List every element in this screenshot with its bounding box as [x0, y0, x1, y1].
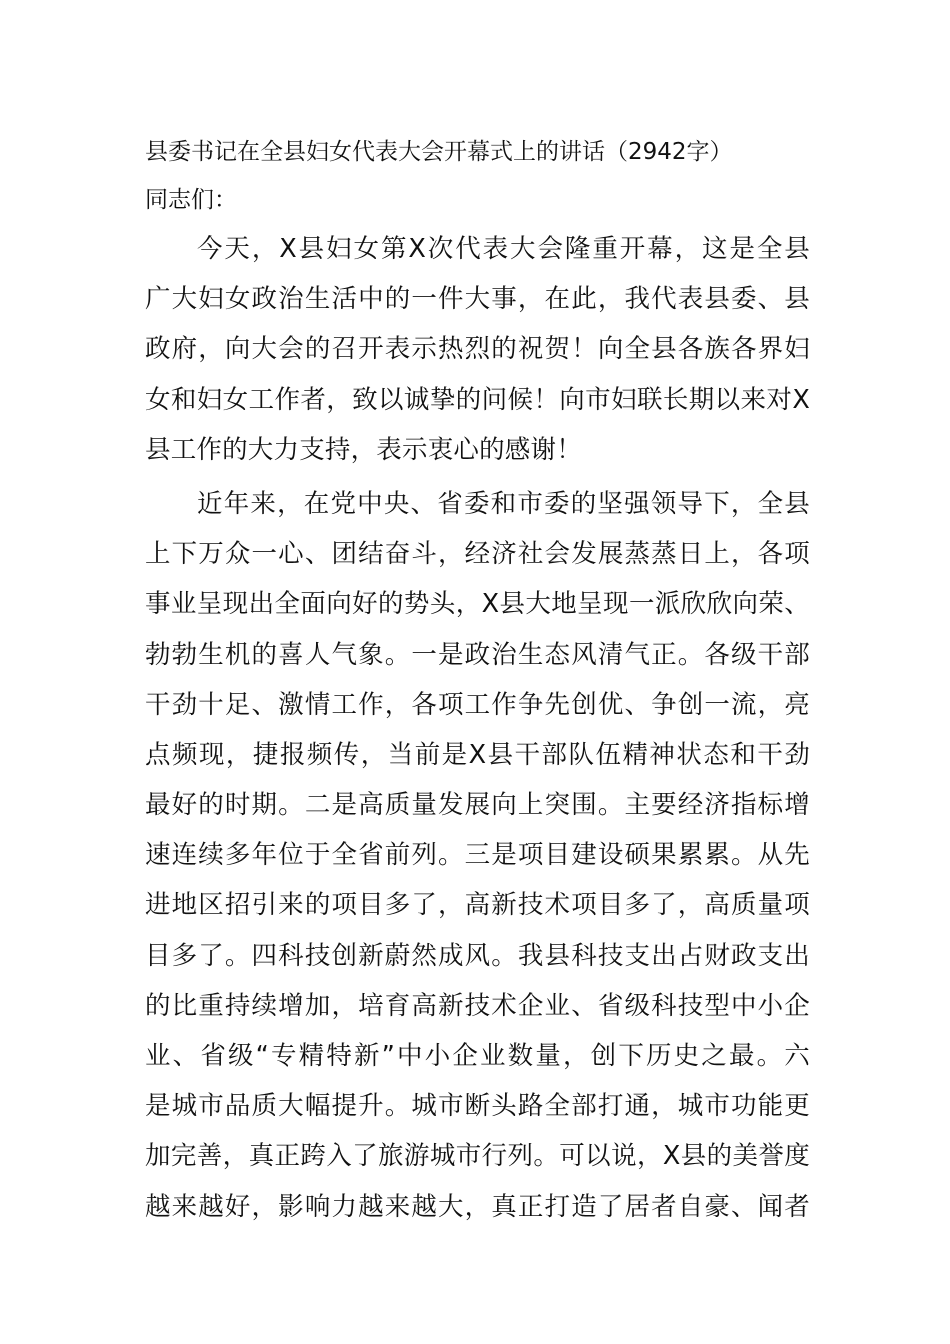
paragraph-line: 广大妇女政治生活中的一件大事，在此，我代表县委、县	[145, 284, 810, 315]
paragraph-line: 的比重持续增加，培育高新技术企业、省级科技型中小企	[145, 990, 810, 1021]
paragraph-line: 干劲十足、激情工作，各项工作争先创优、争创一流，亮	[145, 689, 810, 720]
paragraph-line: 是城市品质大幅提升。城市断头路全部打通，城市功能更	[145, 1091, 810, 1122]
paragraph-1	[145, 224, 810, 475]
paragraph-line: 目多了。四科技创新蔚然成风。我县科技支出占财政支出	[145, 940, 810, 971]
paragraph-line: 速连续多年位于全省前列。三是项目建设硕果累累。从先	[145, 840, 810, 871]
paragraph-line: 近年来，在党中央、省委和市委的坚强领导下，全县	[197, 488, 810, 519]
salutation: 同志们：	[145, 187, 237, 213]
paragraph-line: 进地区招引来的项目多了，高新技术项目多了，高质量项	[145, 890, 810, 921]
paragraph-line: 事业呈现出全面向好的势头，X县大地呈现一派欣欣向荣、	[145, 589, 810, 620]
paragraph-line: 最好的时期。二是高质量发展向上突围。主要经济指标增	[145, 790, 810, 821]
paragraph-line: 县工作的大力支持，表示衷心的感谢！	[145, 434, 582, 465]
paragraph-line: 政府，向大会的召开表示热烈的祝贺！向全县各族各界妇	[145, 334, 810, 365]
paragraph-line: 女和妇女工作者，致以诚挚的问候！向市妇联长期以来对X	[145, 384, 810, 415]
paragraph-line: 加完善，真正跨入了旅游城市行列。可以说，X县的美誉度	[145, 1141, 810, 1172]
paragraph-line: 今天，X县妇女第X次代表大会隆重开幕，这是全县	[197, 234, 810, 264]
document-title: 县委书记在全县妇女代表大会开幕式上的讲话（2942字）	[145, 139, 733, 165]
document-body	[145, 128, 810, 1232]
paragraph-line: 业、省级“专精特新”中小企业数量，创下历史之最。六	[145, 1041, 810, 1071]
paragraph-line: 点频现，捷报频传，当前是X县干部队伍精神状态和干劲	[145, 739, 810, 770]
paragraph-line: 勃勃生机的喜人气象。一是政治生态风清气正。各级干部	[145, 639, 810, 670]
paragraph-line: 越来越好，影响力越来越大，真正打造了居者自豪、闻者	[145, 1191, 810, 1222]
paragraph-2	[145, 479, 810, 1232]
paragraph-line: 上下万众一心、团结奋斗，经济社会发展蒸蒸日上，各项	[145, 539, 810, 570]
